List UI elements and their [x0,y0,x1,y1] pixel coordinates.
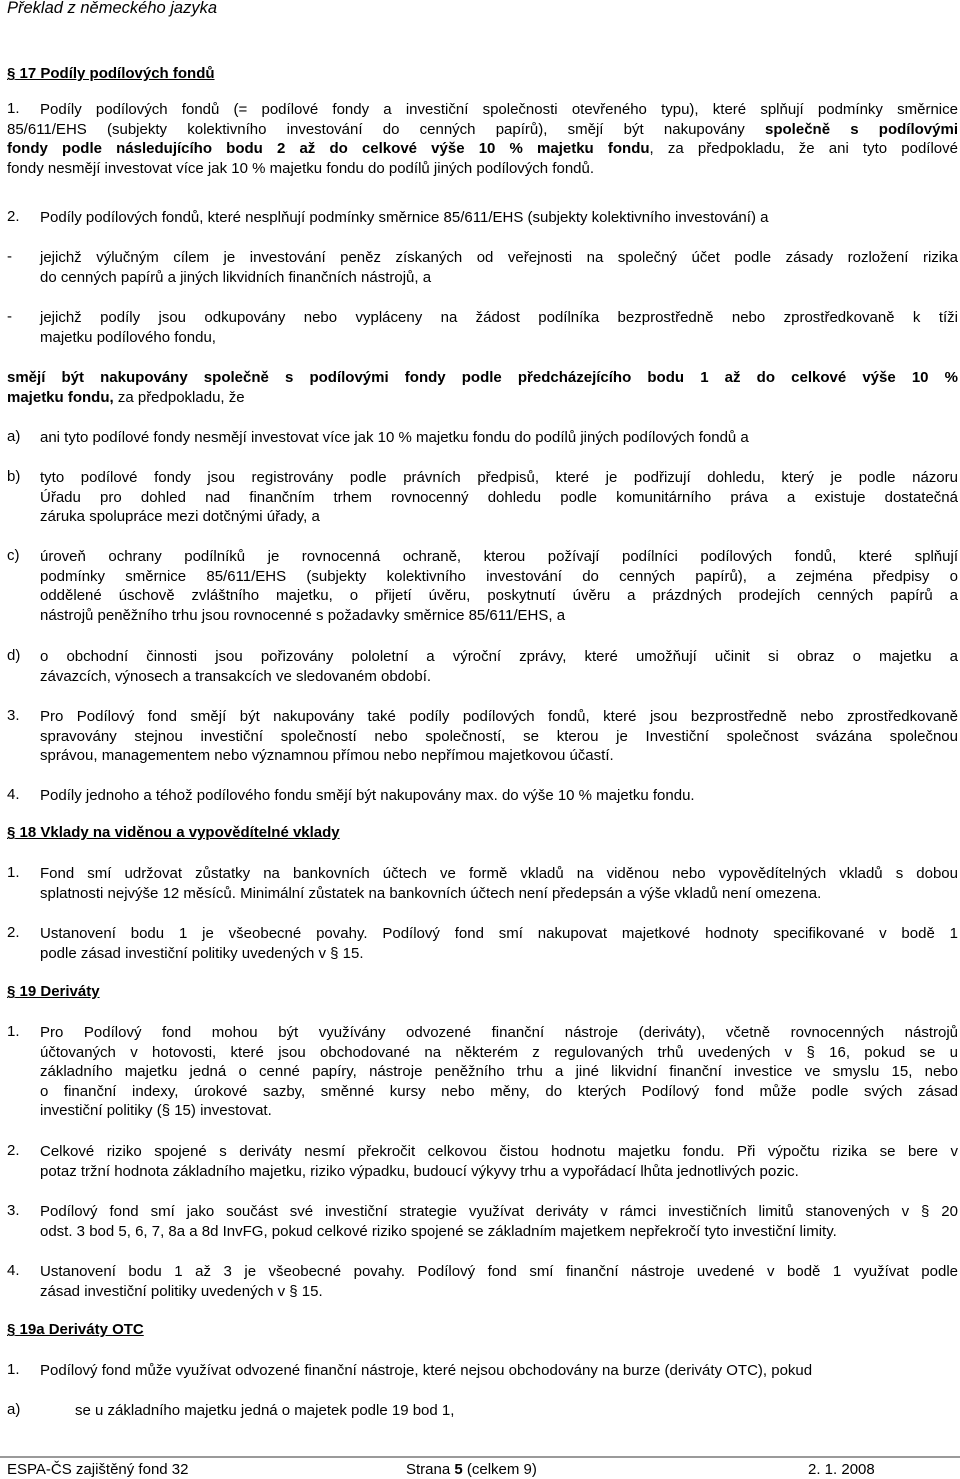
dash-bullet: - [7,248,12,265]
dash-bullet: - [7,308,12,325]
item-number: 3. [7,707,20,724]
document-header: Překlad z německého jazyka [7,0,218,17]
item-number: 1. [7,864,20,881]
sec17-item-a: ani tyto podílové fondy nesmějí investovat více jak 10 % majetku fondu do podílů jiných podílových fondů a [40,429,749,446]
sec17-sentence: smějí být nakupovány společně s podílovými fondy podle předcházejícího bodu 1 až do celkové výše 10 % majetku fondu, za předpokladu, že [7,369,958,406]
sec19-paragraph-1: Pro Podílový fond mohou být využívány odvozené finanční nástroje (deriváty), včetně rovnocenných nástrojů účtovaných v hotovosti, které jsou obchodované na některém z regulovaných trhů uvedených v § 16, pokud se u základního majetku jedná o cenné papíry, nástroje peněžního trhu a jiné likvidní finanční investice ve smyslu 15, nebo o finanční indexy, úrokové sazby, směnné kursy nebo měny, do kterých Podílový fond může podle svých zásad investiční politiky (§ 15) investovat. [40,1024,958,1120]
section-19a-title: § 19a Deriváty OTC [7,1321,144,1338]
section-19-title: § 19 Deriváty [7,983,100,1000]
item-number: 4. [7,786,20,803]
sec17-paragraph-2: Podíly podílových fondů, které nesplňují podmínky směrnice 85/611/EHS (subjekty kolektivního investování) a [40,209,769,226]
item-number: 3. [7,1202,20,1219]
sec19a-paragraph-1: Podílový fond může využívat odvozené finanční nástroje, které nejsou obchodovány na burze (deriváty OTC), pokud [40,1362,813,1379]
sec19-paragraph-3: Podílový fond smí jako součást své investiční strategie využívat deriváty v rámci investičních limitů stanovených v § 20 odst. 3 bod 5, 6, 7, 8a a 8d InvFG, pokud celkové riziko spojené se základním majetkem nepřekročí tyto investiční limity. [40,1203,958,1240]
sec19a-item-a: se u základního majetku jedná o majetek podle 19 bod 1, [75,1402,455,1419]
footer-date: 2. 1. 2008 [808,1461,875,1478]
item-label: a) [7,428,21,445]
sec17-dash-2: jejichž podíly jsou odkupovány nebo vypláceny na žádost podílníka bezprostředně nebo zprostředkovaně k tíži majetku podílového fondu, [40,309,958,346]
sec19-paragraph-4: Ustanovení bodu 1 až 3 je všeobecné povahy. Podílový fond smí finanční nástroje uvedené v bodě 1 využívat podle zásad investiční politiky uvedených v § 15. [40,1263,958,1300]
sec17-dash-1: jejichž výlučným cílem je investování peněz získaných od veřejnosti na společný účet podle zásady rozložení rizika do cenných papírů a jiných likvidních finančních nástrojů, a [40,249,958,286]
item-label: c) [7,547,20,564]
sec18-paragraph-2: Ustanovení bodu 1 je všeobecné povahy. Podílový fond smí nakupovat majetkové hodnoty specifikované v bodě 1 podle zásad investiční politiky uvedených v § 15. [40,925,958,962]
footer-divider [0,1456,960,1458]
sec17-paragraph-4: Podíly jednoho a téhož podílového fondu smějí být nakupovány max. do výše 10 % majetku fondu. [40,787,695,804]
sec17-item-c: úroveň ochrany podílníků je rovnocenná ochraně, kterou požívají podílníci podílových fondů, které splňují podmínky směrnice 85/611/EHS (subjekty kolektivního investování do cenných papírů), a zejména předpisy o oddělené úschově zvláštního majetku, o přijetí úvěru, poskytnutí úvěru a prázdných prodejích cenných papírů a nástrojů peněžního trhu jsou rovnocenné s požadavky směrnice 85/611/EHS, a [40,548,958,624]
item-label: b) [7,468,21,485]
sec17-item-d: o obchodní činnosti jsou pořizovány pololetní a výroční zprávy, které umožňují učinit si obraz o majetku a závazcích, výnosech a transakcích ve sledovaném období. [40,648,958,685]
item-number: 1. [7,1361,20,1378]
item-number: 2. [7,924,20,941]
item-number: 4. [7,1262,20,1279]
sec17-item-b: tyto podílové fondy jsou registrovány podle právních předpisů, které je podřizují dohledu, který je podle názoru Úřadu pro dohled nad finančním trhem rovnocenný dohledu podle komunitárního práva a existuje dostatečná záruka spolupráce mezi dotčnými úřady, a [40,469,958,526]
item-number: 2. [7,1142,20,1159]
item-number: 1. [7,1023,20,1040]
item-label: a) [7,1401,21,1418]
section-17-title: § 17 Podíly podílových fondů [7,65,215,82]
sec17-paragraph-3: Pro Podílový fond smějí být nakupovány také podíly podílových fondů, které jsou bezprostředně nebo zprostředkovaně spravovány stejnou investiční společností nebo společností, se kterou je Investiční společnost svázána společnou správou, managementem nebo významnou přímou nebo nepřímou majetkovou účastí. [40,708,958,765]
item-number: 2. [7,208,20,225]
item-number: 1. [7,100,20,117]
footer-left: ESPA-ČS zajištěný fond 32 [7,1461,189,1478]
sec18-paragraph-1: Fond smí udržovat zůstatky na bankovních účtech ve formě vkladů na viděnou nebo vypovědítelných vkladů s dobou splatnosti nejvýše 12 měsíců. Minimální zůstatek na bankovních účtech není předepsán a výše vkladů není omezena. [40,865,958,902]
section-18-title: § 18 Vklady na viděnou a vypovědítelné vklady [7,824,340,841]
sec17-paragraph-1: Podíly podílových fondů (= podílové fondy a investiční společnosti otevřeného typu), které splňují podmínky směrnice 85/611/EHS (subjekty kolektivního investování do cenných papírů), smějí být nakupovány společně s podílovými fondy podle následujícího bodu 2 až do celkové výše 10 % majetku fondu, za předpokladu, že ani tyto podílové fondy nesmějí investovat více jak 10 % majetku fondu do podílů jiných podílových fondů. [7,101,958,177]
footer-page: Strana 5 (celkem 9) [406,1461,537,1478]
item-label: d) [7,647,21,664]
sec19-paragraph-2: Celkové riziko spojené s deriváty nesmí překročit celkovou čistou hodnotu majetku fondu. Při výpočtu rizika se bere v potaz tržní hodnota základního majetku, riziko výpadku, budoucí výkyvy trhu a vypořádací lhůta jednotlivých pozic. [40,1143,958,1180]
